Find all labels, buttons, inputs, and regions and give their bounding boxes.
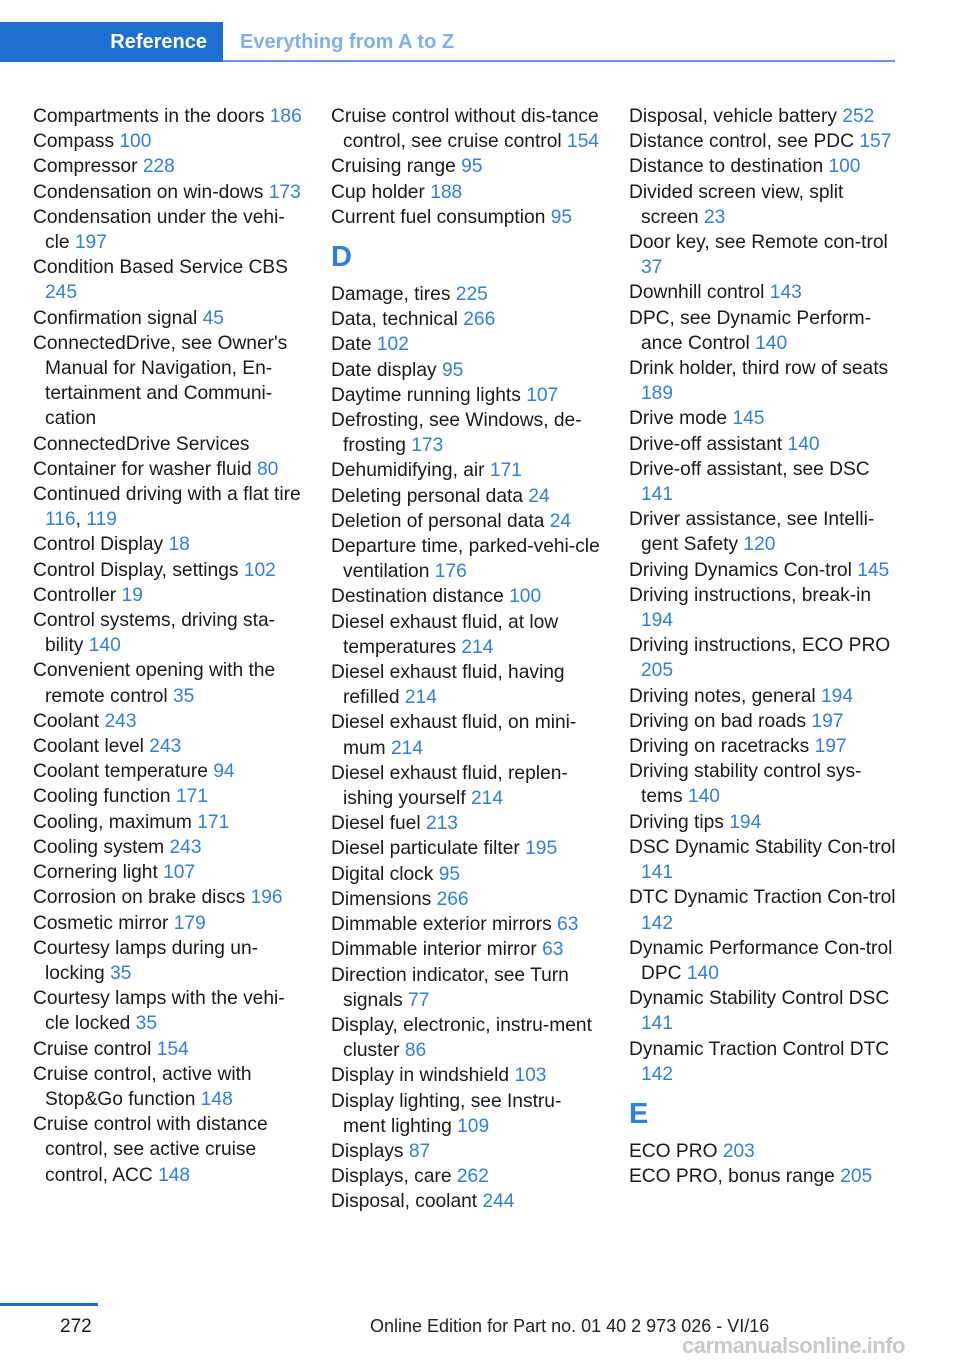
index-entry	[331, 660, 601, 710]
index-entry	[629, 129, 899, 154]
index-entry	[629, 457, 899, 507]
page-reference-link[interactable]: 142	[641, 1063, 674, 1085]
index-entry-text: Cruise control with distance control, see active cruise control, ACC	[33, 1114, 268, 1186]
index-entry	[33, 154, 303, 179]
page-reference-link[interactable]: 95	[441, 359, 464, 381]
index-entry	[331, 509, 601, 534]
index-entry	[629, 885, 899, 935]
page-reference-link[interactable]: 194	[641, 610, 674, 632]
index-entry-text: Control systems, driving sta-bility	[33, 610, 276, 657]
index-entry	[331, 1089, 601, 1139]
page-reference-link[interactable]: 266	[436, 888, 469, 910]
index-entry	[629, 835, 899, 885]
page-reference-link[interactable]: 194	[729, 811, 762, 833]
index-entry	[33, 608, 303, 658]
index-entry-text: Cosmetic mirror	[33, 912, 169, 934]
index-entry	[33, 658, 303, 708]
index-entry-text: Cooling, maximum	[33, 811, 192, 833]
index-entry	[331, 282, 601, 307]
index-entry-text: Cooling system	[33, 836, 165, 858]
index-entry-text: ECO PRO	[629, 1140, 718, 1162]
page-reference-link[interactable]: 195	[525, 838, 558, 860]
page-reference-link[interactable]: 19	[121, 584, 143, 606]
index-entry	[629, 507, 899, 557]
index-entry	[629, 936, 899, 986]
index-entry-text: DTC Dynamic Traction Con-trol	[629, 887, 896, 909]
watermark: carmanualsonline.info	[682, 1333, 905, 1358]
index-entry-text: Drive-off assistant, see DSC	[629, 458, 870, 480]
index-entry-text: Display lighting, see Instru-ment lighting	[331, 1090, 562, 1137]
index-entry	[33, 1112, 303, 1188]
page-reference-link[interactable]: 140	[755, 332, 788, 354]
page-reference-link[interactable]: 140	[787, 433, 820, 455]
index-entry	[33, 885, 303, 910]
index-entry-text: Control Display	[33, 534, 164, 556]
index-entry-text: Direction indicator, see Turn signals	[331, 964, 569, 1011]
index-entry-text: Continued driving with a flat tire	[33, 484, 301, 506]
page-reference-link[interactable]: 95	[438, 863, 461, 885]
page-reference-link[interactable]: 63	[557, 914, 579, 936]
index-entry	[331, 332, 601, 357]
index-entry-text: Driving instructions, ECO PRO	[629, 635, 891, 657]
index-entry-text: Daytime running lights	[331, 384, 521, 406]
index-column-3	[629, 104, 899, 1189]
page-reference-link[interactable]: 171	[175, 786, 208, 808]
index-entry	[331, 484, 601, 509]
index-entry	[331, 205, 601, 230]
page-reference-link[interactable]: 197	[814, 736, 847, 758]
index-entry-text: Condensation on win-dows	[33, 181, 264, 203]
page-reference-link[interactable]: 194	[821, 685, 854, 707]
page-reference-link[interactable]: 140	[687, 786, 720, 808]
index-entry	[331, 610, 601, 660]
page-reference-link[interactable]: 148	[200, 1088, 233, 1110]
index-entry-text: ECO PRO, bonus range	[629, 1166, 835, 1188]
page-reference-link[interactable]: 188	[430, 181, 463, 203]
index-entry-text: DPC, see Dynamic Perform-ance Control	[629, 307, 872, 354]
index-entry	[33, 180, 303, 205]
page-reference-link[interactable]: 214	[461, 636, 494, 658]
page-reference-link[interactable]: 86	[404, 1040, 427, 1062]
page-reference-link[interactable]: 116	[45, 509, 76, 531]
index-entry-text: Cruise control without dis-tance control, see cruise control	[331, 106, 599, 153]
page-reference-link[interactable]: 205	[840, 1166, 873, 1188]
page-reference-link[interactable]: 173	[411, 435, 444, 457]
index-entry-text: Condensation under the vehi-cle	[33, 206, 285, 254]
page-reference-link[interactable]: 262	[456, 1166, 489, 1188]
index-entry	[629, 734, 899, 759]
index-entry	[33, 734, 303, 759]
index-entry	[629, 154, 899, 179]
index-entry-text: Coolant level	[33, 736, 144, 758]
page-reference-link[interactable]: 148	[158, 1164, 191, 1186]
index-entry-text: Container for washer fluid	[33, 458, 252, 480]
index-entry-text: Date display	[331, 359, 437, 381]
index-entry-text: Compressor	[33, 156, 138, 178]
index-entry-text: Diesel fuel	[331, 813, 421, 835]
page-reference-link[interactable]: 102	[376, 334, 409, 356]
index-entry	[629, 810, 899, 835]
index-entry-text: Cruising range	[331, 156, 456, 178]
index-entry-text: Display in windshield	[331, 1065, 510, 1087]
index-entry-text: Cornering light	[33, 862, 158, 884]
index-entry	[629, 280, 899, 305]
index-entry	[629, 180, 899, 230]
section-tab-everything-a-to-z[interactable]: Everything from A to Z	[240, 30, 455, 53]
page-number: 272	[60, 1316, 92, 1337]
index-entry	[331, 458, 601, 483]
index-entry-text: Diesel exhaust fluid, having refilled	[331, 662, 565, 709]
page-reference-link[interactable]: 63	[542, 939, 564, 961]
index-letter-heading: E	[629, 1097, 649, 1130]
index-entry	[331, 358, 601, 383]
index-entry-text: Damage, tires	[331, 284, 451, 306]
index-entry	[629, 432, 899, 457]
index-entry-text: Courtesy lamps with the vehi-cle locked	[33, 988, 285, 1035]
page-reference-link[interactable]: 119	[86, 509, 117, 531]
index-entry-text: Deleting personal data	[331, 485, 524, 507]
index-entry	[33, 835, 303, 860]
page-reference-link[interactable]: 24	[528, 485, 550, 507]
page-reference-link[interactable]: 23	[703, 206, 726, 228]
index-entry	[33, 1062, 303, 1112]
index-entry	[331, 383, 601, 408]
page-reference-link[interactable]: 80	[256, 458, 279, 480]
index-entry-text: Displays	[331, 1140, 404, 1162]
index-entry-text: Divided screen view, split screen	[629, 181, 844, 228]
index-entry	[331, 584, 601, 609]
index-entry-text: Cooling function	[33, 786, 171, 808]
page-reference-link[interactable]: 87	[408, 1140, 431, 1162]
page-reference-link[interactable]: 179	[173, 912, 206, 934]
index-entry	[33, 331, 303, 432]
index-entry-text: Drive mode	[629, 408, 728, 430]
page-reference-link[interactable]: 143	[769, 282, 802, 304]
index-entry	[331, 761, 601, 811]
index-entry	[33, 532, 303, 557]
index-entry	[629, 306, 899, 356]
page-reference-link[interactable]: 176	[434, 561, 467, 583]
index-entry-text: Compass	[33, 131, 115, 153]
index-entry-text: Drive-off assistant	[629, 433, 783, 455]
index-entry-text: Dynamic Traction Control DTC	[629, 1038, 890, 1060]
page-reference-link[interactable]: 109	[457, 1115, 490, 1137]
page-reference-link[interactable]: 145	[732, 408, 765, 430]
page-reference-link[interactable]: 35	[172, 685, 195, 707]
page-reference-link[interactable]: 157	[859, 131, 892, 153]
page-reference-link[interactable]: 243	[169, 836, 202, 858]
index-entry	[33, 558, 303, 583]
index-entry	[331, 710, 601, 760]
page-reference-link[interactable]: 266	[463, 309, 496, 331]
index-entry-text: ConnectedDrive, see Owner's Manual for Navigation, En-tertainment and Communi-cation	[33, 332, 288, 430]
page-reference-link[interactable]: 77	[408, 989, 430, 1011]
index-letter-heading: D	[331, 241, 352, 274]
page-reference-link[interactable]: 145	[857, 559, 890, 581]
index-entry	[33, 1037, 303, 1062]
page-reference-link[interactable]: 243	[104, 710, 137, 732]
index-entry	[33, 986, 303, 1036]
index-entry	[33, 936, 303, 986]
page-reference-link[interactable]: 141	[641, 1013, 674, 1035]
index-entry-text: Diesel exhaust fluid, replen-ishing yourself	[331, 762, 568, 810]
index-entry-text: Disposal, vehicle battery	[629, 106, 837, 127]
index-entry-text: Distance control, see PDC	[629, 131, 855, 153]
index-entry-text: Courtesy lamps during un-locking	[33, 937, 259, 984]
index-column-1	[33, 104, 303, 1188]
index-entry-text: Displays, care	[331, 1166, 452, 1188]
index-entry-text: Defrosting, see Windows, de-frosting	[331, 410, 582, 457]
index-entry	[629, 583, 899, 633]
index-entry	[629, 759, 899, 809]
index-entry	[331, 1139, 601, 1164]
page-reference-link[interactable]: 100	[509, 586, 542, 608]
page-reference-link[interactable]: 107	[163, 862, 196, 884]
index-entry	[629, 1139, 899, 1164]
page-reference-link[interactable]: 189	[641, 383, 674, 405]
index-entry-text: Driving stability control sys-tems	[629, 761, 862, 808]
page-reference-link[interactable]: 225	[455, 284, 488, 306]
index-entry	[33, 129, 303, 154]
page-reference-link[interactable]: 252	[842, 106, 875, 127]
index-entry	[331, 811, 601, 836]
index-entry	[331, 836, 601, 861]
index-entry	[33, 306, 303, 331]
page-reference-link[interactable]: 107	[526, 384, 559, 406]
index-entry	[331, 154, 601, 179]
index-entry-text: Date	[331, 334, 372, 356]
index-entry	[33, 784, 303, 809]
header-divider	[223, 60, 895, 62]
page-reference-link[interactable]: 244	[482, 1191, 515, 1213]
index-entry-text: Disposal, coolant	[331, 1191, 478, 1213]
page-reference-link[interactable]: 35	[135, 1013, 158, 1035]
index-entry-text: DSC Dynamic Stability Con-trol	[629, 836, 896, 858]
index-entry	[33, 205, 303, 255]
page-reference-link[interactable]: 197	[811, 710, 844, 732]
page-reference-link[interactable]: 100	[119, 131, 152, 153]
index-entry-text: Driving tips	[629, 811, 724, 833]
index-entry	[629, 1164, 899, 1189]
index-entry	[629, 1037, 899, 1087]
index-entry-text: Diesel exhaust fluid, at low temperatures	[331, 611, 559, 658]
index-entry	[331, 408, 601, 458]
index-entry-text: Controller	[33, 584, 117, 606]
index-entry-text: Compartments in the doors	[33, 106, 265, 127]
index-entry	[629, 684, 899, 709]
index-entry	[629, 356, 899, 406]
index-entry	[629, 558, 899, 583]
index-entry	[33, 759, 303, 784]
index-entry-text: Data, technical	[331, 309, 458, 331]
page-reference-link[interactable]: 94	[213, 761, 235, 783]
index-entry-text: Driving on bad roads	[629, 710, 807, 732]
index-entry-text: Cup holder	[331, 181, 425, 203]
index-entry-text: Dimmable exterior mirrors	[331, 914, 552, 936]
page-reference-link[interactable]: 154	[566, 131, 599, 153]
page-reference-link[interactable]: 186	[269, 106, 302, 127]
index-entry-text: Dynamic Performance Con-trol DPC	[629, 937, 893, 984]
index-entry-text: Destination distance	[331, 586, 504, 608]
page-reference-link[interactable]: 228	[142, 156, 175, 178]
index-entry-text: ConnectedDrive Services	[33, 433, 250, 455]
index-entry-text: Coolant	[33, 710, 100, 732]
page-reference-link[interactable]: 203	[722, 1140, 755, 1162]
page-reference-link[interactable]: 24	[549, 510, 572, 532]
index-entry-text: Diesel particulate filter	[331, 838, 520, 860]
page-reference-link[interactable]: 205	[641, 660, 674, 682]
index-entry: Continued driving with a flat tire 116, 119	[33, 484, 301, 531]
page-reference-link[interactable]: 140	[88, 635, 121, 657]
page-reference-link[interactable]: 103	[514, 1065, 547, 1087]
index-entry-text: Driving Dynamics Con-trol	[629, 559, 852, 581]
index-entry	[33, 709, 303, 734]
index-entry-text: Coolant temperature	[33, 761, 208, 783]
index-entry-text: Departure time, parked-vehi-cle ventilation	[331, 536, 600, 583]
index-entry-text: Driving notes, general	[629, 685, 816, 707]
index-entry	[331, 104, 601, 154]
page-reference-link[interactable]: 102	[243, 559, 276, 581]
index-entry	[33, 457, 303, 482]
index-entry-text: Dimmable interior mirror	[331, 939, 537, 961]
index-entry	[33, 860, 303, 885]
index-entry	[331, 180, 601, 205]
index-entry-text: Current fuel consumption	[331, 206, 546, 228]
index-entry-text: Convenient opening with the remote control	[33, 660, 276, 707]
index-entry	[331, 1189, 601, 1214]
index-entry-text: Dimensions	[331, 888, 432, 910]
page-reference-link[interactable]: 197	[74, 232, 107, 254]
index-entry-text: Confirmation signal	[33, 307, 198, 329]
index-entry-text: Condition Based Service CBS	[33, 257, 288, 279]
index-entry	[331, 887, 601, 912]
page-reference-link[interactable]: 35	[110, 962, 132, 984]
index-entry-text: Driving on racetracks	[629, 736, 810, 758]
page-reference-link[interactable]: 95	[461, 156, 483, 178]
index-entry	[629, 104, 899, 129]
index-entry	[33, 255, 303, 305]
index-entry	[33, 810, 303, 835]
index-entry	[33, 432, 303, 457]
index-entry-text: Drink holder, third row of seats	[629, 358, 889, 380]
page-reference-link[interactable]: 243	[149, 736, 182, 758]
page-reference-link[interactable]: 213	[425, 813, 458, 835]
index-entry	[629, 230, 899, 280]
index-entry	[331, 1063, 601, 1088]
page-reference-link[interactable]: 120	[743, 534, 776, 556]
page-reference-link[interactable]: 196	[250, 887, 283, 909]
page-reference-link[interactable]: 171	[489, 460, 522, 482]
page-reference-link[interactable]: 154	[156, 1038, 189, 1060]
page-reference-link[interactable]: 214	[404, 687, 437, 709]
index-entry	[331, 937, 601, 962]
index-entry	[331, 862, 601, 887]
index-entry-text: Downhill control	[629, 282, 765, 304]
index-entry	[331, 307, 601, 332]
footer-accent-line	[0, 1303, 98, 1306]
page-reference-link[interactable]: 100	[828, 156, 861, 178]
index-entry	[331, 963, 601, 1013]
index-entry-text: Door key, see Remote con-trol	[629, 232, 888, 254]
index-entry	[331, 1013, 601, 1063]
page-reference-link[interactable]: 142	[641, 912, 674, 934]
index-entry	[629, 633, 899, 683]
index-entry	[33, 104, 303, 129]
page-reference-link[interactable]: 45	[202, 307, 224, 329]
index-entry-text: Cruise control	[33, 1038, 152, 1060]
index-entry-text: Deletion of personal data	[331, 510, 545, 532]
section-tab-reference[interactable]: Reference	[0, 22, 223, 62]
edition-note: Online Edition for Part no. 01 40 2 973 026 - VI/16	[370, 1316, 770, 1336]
page-reference-link[interactable]: 140	[686, 962, 719, 984]
header-bar	[0, 22, 895, 62]
index-entry-text: Diesel exhaust fluid, on mini-mum	[331, 712, 577, 759]
index-entry	[33, 911, 303, 936]
index-entry-text: Dynamic Stability Control DSC	[629, 988, 890, 1010]
index-entry-text: Digital clock	[331, 863, 434, 885]
page-reference-link[interactable]: 214	[471, 788, 504, 810]
page-reference-link[interactable]: 141	[641, 484, 674, 506]
index-entry	[629, 709, 899, 734]
index-entry-text: Control Display, settings	[33, 559, 239, 581]
index-entry-text: Display, electronic, instru-ment cluster	[331, 1014, 592, 1062]
index-entry	[331, 1164, 601, 1189]
page-reference-link[interactable]: 37	[641, 257, 663, 279]
index-column-2	[331, 104, 601, 1215]
index-entry	[331, 534, 601, 584]
page-reference-link[interactable]: 214	[390, 737, 423, 759]
page-reference-link[interactable]: 141	[641, 862, 674, 884]
index-entry-text: Driver assistance, see Intelli-gent Safety	[629, 509, 875, 556]
index-entry-text: Dehumidifying, air	[331, 460, 485, 482]
page-reference-link[interactable]: 245	[45, 282, 78, 304]
index-entry-text: Distance to destination	[629, 156, 824, 178]
index-entry-text: Driving instructions, break-in	[629, 584, 872, 606]
page-reference-link[interactable]: 18	[168, 534, 190, 556]
index-entry	[331, 912, 601, 937]
page-reference-link[interactable]: 171	[197, 811, 230, 833]
index-entry-text: Cruise control, active with Stop&Go function	[33, 1063, 252, 1110]
index-entry	[629, 406, 899, 431]
page-reference-link[interactable]: 95	[550, 206, 573, 228]
index-entry-text: Corrosion on brake discs	[33, 887, 246, 909]
index-entry	[33, 583, 303, 608]
index-entry	[629, 986, 899, 1036]
page-reference-link[interactable]: 173	[268, 181, 301, 203]
